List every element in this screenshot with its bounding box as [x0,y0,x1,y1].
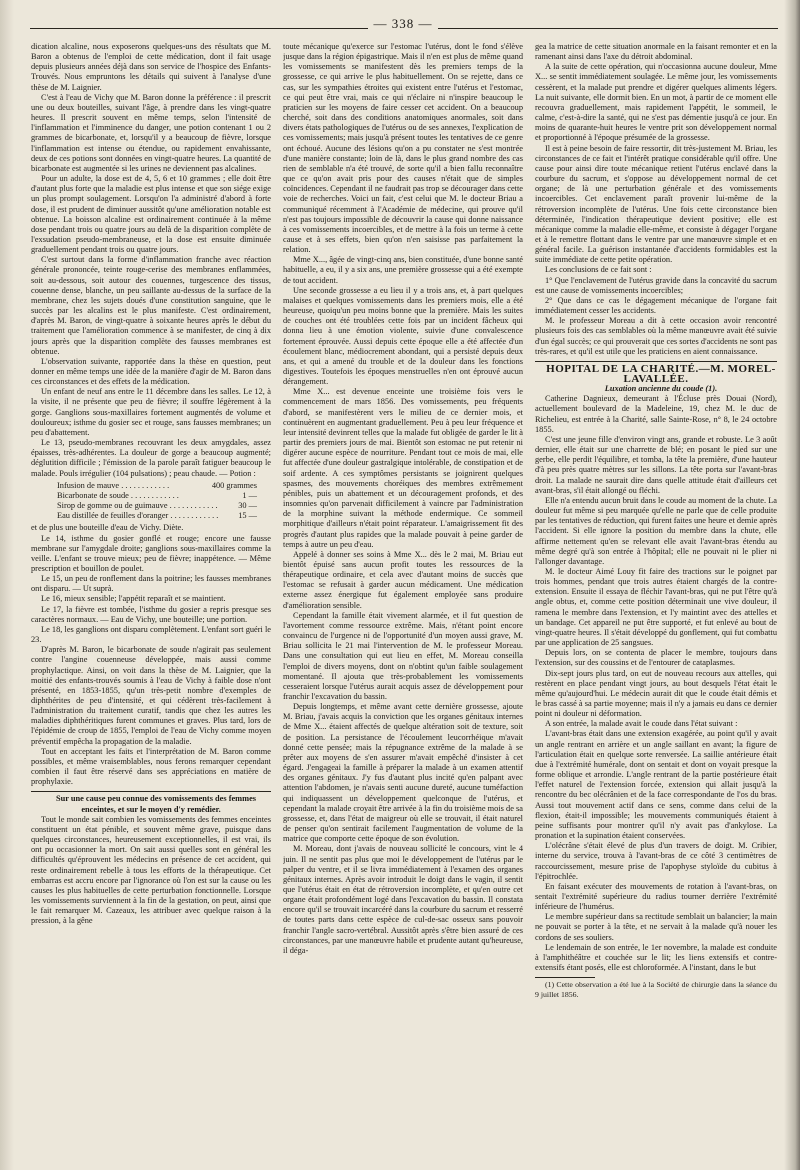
section-divider [535,361,777,362]
paragraph: En faisant exécuter des mouvements de rotation à l'avant-bras, on sentait l'extrémité supérieure du radius tourner derrière l'extrémité inférieure de l'humérus. [535,881,777,912]
page-number: — 338 — [368,16,438,32]
paragraph: Depuis lors, on se contenta de placer le membre, toujours dans l'extension, sur des coussins et de l'entourer de cataplasmes. [535,648,777,668]
paragraph: L'olécrâne s'était élevé de plus d'un travers de doigt. M. Cribier, interne du service, trouva à l'avant-bras de ce côté 3 centimètres de raccourcissement, mesure prise de l'apophyse styloïde du cubitus à l'épitrochlée. [535,841,777,881]
paragraph: Le 14, isthme du gosier gonflé et rouge; encore une fausse membrane sur l'amygdale droite; ganglions sous-maxillaires comme la veille. L'enfant se trouve mieux; peu de fièvre; inappétence. — Même prescription et bouillon de poulet. [31,533,271,573]
paragraph: Pour un adulte, la dose est de 4, 5, 6 et 10 grammes ; elle doit être d'autant plus forte que la maladie est plus intense et que son siége exige un plus prompt soulagement. Lorsqu'on l'a administré d'abord à forte dose, il est prudent de diminuer aussitôt qu'une amélioration notable est obtenue. La boisson alcaline est ordinairement continuée à la même dose pendant trois ou quatre jours au delà de la disparition complète de l'exsudation pseudo-membraneuse, et la dose est ensuite diminuée graduellement pendant trois ou quatre jours. [31,174,271,255]
page-binding-shadow [784,0,800,1170]
paragraph: Le membre supérieur dans sa rectitude semblait un balancier; la main ne pouvait se porter à la tête, et ne servait à la malade qu'à nouer les cordons de ses souliers. [535,912,777,942]
paragraph: Le 15, un peu de ronflement dans la poitrine; les fausses membranes ont disparu. — Ut suprà. [31,574,271,594]
paragraph: C'est une jeune fille d'environ vingt ans, grande et robuste. Le 3 août dernier, elle était sur une charrette de blé; en posant le pied sur une gerbe, elle perdit l'équilibre, et tomba, la tête la première, d'une hauteur d'à peu près quatre mètres sur les sillons. La tête porta sur l'avant-bras droit. La malade ne saurait dire dans quelle attitude était d'ailleurs cet avant-bras, s'il était allongé ou fléchi. [535,434,777,495]
paragraph: et de plus une bouteille d'eau de Vichy. Diète. [31,523,184,533]
paragraph: gea la matrice de cette situation anormale en la faisant remonter et en la ramenant ainsi dans l'axe du détroit abdominal. [535,42,777,62]
footnote-divider [535,977,595,978]
paragraph: M. Moreau, dont j'avais de nouveau sollicité le concours, vint le 4 juin. Il ne sentit pas plus que moi le développement de l'utérus par le palper du ventre, et il se livra immédiatement à l'examen des organes génitaux internes. Après avoir introduit le doigt dans le vagin, il sentit que l'utérus était en état de rétroversion incomplète, et qu'en outre cet organe était profondément logé dans l'excavation du bassin. Il constata encore qu'il se trouvait incarcéré dans la courbure du sacrum et resserré de toutes parts dans cette espèce de cul-de-sac osseux sans pouvoir franchir l'angle sacro-vertébral. Aussitôt après s'être bien assuré de ces circonstances, par une manœuvre habile et prudente autant qu'heureuse, il déga- [283,844,523,955]
paragraph: Depuis longtemps, et même avant cette dernière grossesse, ajoute M. Briau, j'avais acquis la conviction que les organes génitaux internes de Mme X... étaient affectés de quelque altération soit de texture, soit de position. La persistance de l'écoulement leucorrhéique m'avait donné cette pensée; mais la répugnance extrême de la malade à se prêter aux moyens de s'en assurer m'avait empêché d'insister à cet égard. J'engageai la famille à préparer la malade à un examen attentif des organes génitaux. J'y fus d'autant plus incité qu'en palpant avec attention l'abdomen, je n'avais senti aucune dureté, aucune tuméfaction qui indiquassent un développement quelconque de l'utérus, et cependant la malade croyait être arrivée à la fin du troisième mois de sa grossesse, et, dans l'état de maigreur où elle se trouvait, il était naturel de penser qu'on sentirait facilement l'augmentation de volume de la matrice que comporte cette époque de son évolution. [283,702,523,844]
prescription-item: Eau distillée de feuilles d'oranger . . . 15 — [57,511,257,521]
paragraph: A la suite de cette opération, qui n'occasionna aucune douleur, Mme X... se sentit immédiatement soulagée. Le même jour, les vomissements cessèrent, et la malade put prendre et digérer quelques aliments légers. La nuit suivante, elle dormit bien. En un mot, à partir de ce moment elle recouvra graduellement, mais rapidement l'appétit, le sommeil, le calme, c'est-à-dire la santé, qui ne s'est pas démentie jusqu'à ce jour. En moins de quarante-huit heures le ventre prit son développement normal et proportionné à l'époque présumée de la grossesse. [535,62,777,143]
prescription-item: Sirop de gomme ou de guimauve . . . 30 — [57,501,257,511]
paragraph: M. le professeur Moreau a dit à cette occasion avoir rencontré plusieurs fois des cas semblables où la même manœuvre avait été suivie d'un égal succès; ce qui prouverait que ces sortes d'accidents ne sont pas très-rares, et qu'il est utile que les praticiens en aient connaissance. [535,316,777,356]
prescription-item: Infusion de mauve . . . 400 grammes [57,481,257,491]
paragraph: Les conclusions de ce fait sont : [545,265,652,275]
section-title: Sur une cause peu connue des vomissements des femmes enceintes, et sur le moyen d'y remédier. [55,794,257,814]
paragraph: Un enfant de neuf ans entre le 11 décembre dans les salles. Le 12, à la visite, il ne présente que peu de fièvre; il souffre légèrement à la gorge. Ganglions sous-maxillaires fortement augmentés de volume et douloureux; isthme du gosier sec et rouge, sans fausses membranes; un peu d'abattement. [31,387,271,437]
page-left-edge [0,0,14,1170]
paragraph: Elle n'a entendu aucun bruit dans le coude au moment de la chute. La douleur fut même si peu marquée qu'elle ne parle que de celle produite par les tentatives de réduction, qui furent faites une heure et demie après l'accident. Si elle ignore la position du membre dans la chute, elle affirme nettement qu'en se relevant elle avait l'avant-bras étendu au même degré qu'à son entrée à l'hôpital; elle ne pouvait ni le plier ni l'allonger davantage. [535,495,777,566]
paragraph: Le 16, mieux sensible; l'appétit reparaît et se maintient. [41,594,226,604]
paragraph: D'après M. Baron, le bicarbonate de soude n'agirait pas seulement contre l'angine couenneuse développée, mais aussi comme prophylactique. Ainsi, on voit dans la thèse de M. Laignier, que la moitié des enfants-trouvés soumis à l'eau de Vichy à faible dose n'ont présenté, en 1853-1855, qu'un très-petit nombre d'exemples de diphthérites de peu d'intensité, et qui cédèrent très-facilement à l'administration du traitement curatif, tandis que chez les autres les maladies diphthéritiques furent communes et graves. Plus tard, lors de l'épidémie de croup de 1855, l'emploi de l'eau de Vichy comme moyen préventif empêcha la propagation de la maladie. [31,645,271,746]
section-divider [31,791,271,792]
right-column [535,42,777,1152]
paragraph: Catherine Dagnieux, demeurant à l'Écluse près Douai (Nord), actuellement boulevard de la Madeleine, 19, chez M. le duc de Richelieu, est entrée à la Charité, salle Sainte-Rose, n° 8, le 24 octobre 1855. [535,394,777,434]
paragraph: L'observation suivante, rapportée dans la thèse en question, peut donner en même temps une idée de la manière d'agir de M. Baron dans ces circonstances et des effets de la médication. [31,356,271,387]
paragraph: Le 13, pseudo-membranes recouvrant les deux amygdales, assez épaisses, très-adhérentes. La douleur de gorge a beaucoup augmenté; déglutition difficile ; l'émission de la parole paraît fatiguer beaucoup le malade. Pouls irrégulier (104 pulsations) ; peau chaude. — Potion : [31,438,271,478]
paragraph: Tout le monde sait combien les vomissements des femmes enceintes constituent un état pénible, et souvent même grave, puisque dans quelques circonstances, heureusement exceptionnelles, il est vrai, ils ont pu occasionner la mort. On sait aussi quelles sont en général les difficultés qu'éprouvent les médecins en présence de cet accident, qui reste ordinairement rebelle à tous les efforts de la thérapeutique. Cet embarras est accru encore par l'ignorance où l'on est sur la cause ou les causes les plus habituelles de cette perturbation fonctionnelle. Lorsque les vomissements surviennent à la fin de la gestation, on peut, ainsi que le fait remarquer M. Cazeaux, les attribuer avec quelque raison à la pression, à la gêne [31,814,271,926]
paragraph: Le 17, la fièvre est tombée, l'isthme du gosier a repris presque ses caractères normaux. — Eau de Vichy, une bouteille; une portion. [31,604,271,624]
paragraph: C'est surtout dans la forme d'inflammation franche avec réaction générale prononcée, teinte rouge-cerise des membranes enflammées, soit au-dessous, soit autour des couennes, turgescence des tissus, couenne dense, blanche, un peu saillante au-dessus de la surface de la membrane, chez les sujets doués d'une constitution sanguine, que le succès par les alcalins est le plus manifeste. C'est ordinairement, d'après M. Baron, de vingt-quatre à soixante heures après le début du traitement que l'amélioration commence à se manifester, de cinq à dix jours après que la disparition complète des fausses membranes est obtenue. [31,255,271,356]
case-subtitle: Luxation ancienne du coude (1). [604,384,718,394]
paragraph: toute mécanique qu'exerce sur l'estomac l'utérus, dont le fond s'élève jusque dans la région épigastrique. Mais il n'en est plus de même quand les vomissements se manifestent dès les premiers temps de la grossesse, ce qui arrive le plus habituellement. On se rejette, dans ce cas, sur les sympathies étroites qui existent entre l'utérus et l'estomac, ce qui peut être vrai, mais ce qui n'éclaire ni n'inspire beaucoup le praticien sur les moyens de faire cesser cet accident. On a beaucoup cherché, soit dans des conditions anatomiques anormales, soit dans divers états pathologiques de l'utérus ou de ses annexes, l'explication de ces vomissements; mais jusqu'à présent toutes les tentatives de ce genre ont échoué. Aucune des lésions qu'on a pu constater ne s'est montrée d'une manière constante; loin de là, dans le plus grand nombre des cas rien de semblable n'a été trouvé, de sorte qu'il a bien fallu reconnaître que ce qu'on avait pris pour des causes n'était que de simples coïncidences. Cependant il ne faudrait pas trop se décourager dans cette voie de recherches. Voici un fait, c'est celui que M. le docteur Briau a communiqué récemment à l'Académie de médecine, qui prouve qu'il n'est pas toujours impossible de découvrir la cause qui donne naissance à ces vomissements incoercibles, et de mettre à la fois un terme à cette cause et à ses effets, bien qu'on n'en saisisse pas parfaitement la relation. [283,42,523,255]
paragraph: Le lendemain de son entrée, le 1er novembre, la malade est conduite à l'amphithéâtre et couchée sur le lit; les liens extensifs et contre-extensifs étant posés, elle est chloroformée. A l'instant, dans le but [535,942,777,973]
prescription-item: Bicarbonate de soude . . . 1 — [57,491,257,501]
paragraph: Cependant la famille était vivement alarmée, et il fut question de l'avortement comme ressource extrême. Mais, n'étant point encore convaincu de l'urgence ni de l'opportunité d'un moyen aussi grave, M. Briau sollicita le 21 mai l'intervention de M. le professeur Moreau. Dans une consultation qui eut lieu en effet, M. Moreau conseilla l'emploi de divers moyens, dont on n'obtint qu'un faible soulagement momentané. Il ajouta que très-probablement les vomissements cesseraient lorsque l'utérus aurait acquis assez de développement pour franchir l'excavation du bassin. [283,610,523,701]
prescription-list [57,481,271,522]
paragraph: Le 18, les ganglions ont disparu complètement. L'enfant sort guéri le 23. [31,624,271,645]
paragraph: Mme X... est devenue enceinte une troisième fois vers le commencement de mars 1856. Des vomissements, peu fréquents d'abord, se manifestèrent vers le milieu de ce dernier mois, et continuèrent en augmentant graduellement. Peu à peu leur fréquence et leur intensité devinrent telles que la malade fut obligée de garder le lit à partir des premiers jours de mai. Bientôt son estomac ne put retenir ni digérer aucune espèce de nourriture. Pendant tout ce mois de mai, elle fut affectée d'une douleur gastralgique intolérable, de constipation et de soif ardente. A ces symptômes persistants se joignirent quelques spasmes, des mouvements choréiques des membres extrêmement pénibles, puis un abattement et un découragement profonds, et des insomnies qu'on parvenait difficilement à vaincre par l'administration de la morphine suivant la méthode endermique. Ce sommeil morphitique d'ailleurs n'était point réparateur. L'amaigrissement fit des progrès d'autant plus rapides que la malade pouvait à peine garder de temps à autre un peu d'eau. [283,387,523,549]
paragraph: Mme X..., âgée de vingt-cinq ans, bien constituée, d'une bonne santé habituelle, a eu, il y a six ans, une première grossesse qui a été exempte de tout accident. [283,255,523,285]
paragraph: M. le docteur Aimé Louy fit faire des tractions sur le poignet par trois hommes, pendant que trois autres étaient chargés de la contre-extension. Ensuite il essaya de fléchir l'avant-bras, qui ne put l'être qu'à angle obtus, et, comme cette position déterminait une vive douleur, il ramena le membre dans l'extension, et l'y maintint avec des attelles et un bandage. Cet appareil ne put être supporté, et fut enlevé au bout de vingt-quatre heures. Il s'était développé du gonflement, qui fut combattu par une application de 25 sangsues. [535,566,777,648]
hospital-heading: HOPITAL DE LA CHARITÉ.—M. MOREL-LAVALLÉE. [546,362,776,385]
paragraph: Appelé à donner ses soins à Mme X... dès le 2 mai, M. Briau eut bientôt épuisé sans aucun profit toutes les ressources de la thérapeutique ordinaire, et cela avec d'autant moins de succès que l'estomac se refusait à garder aucun médicament. Une médication externe assez énergique fut également employée sans produire d'amélioration sensible. [283,549,523,610]
left-column [31,42,271,1152]
paragraph: C'est à l'eau de Vichy que M. Baron donne la préférence : il prescrit une ou deux bouteilles, suivant l'âge, à prendre dans les vingt-quatre heures. Il prescrit souvent en même temps, selon l'intensité de l'inflammation et l'imminence du danger, une potion contenant 1 ou 2 grammes de bicarbonate, et, lorsqu'il y a beaucoup de fièvre, lorsque l'inflammation est intense ou étendue, ou rapidement envahissante, deux de ces potions sont données en vingt-quatre heures. La quantité de bicarbonate est augmentée si les urines ne deviennent pas alcalines. [31,92,271,173]
paragraph: 2° Que dans ce cas le dégagement mécanique de l'organe fait immédiatement cesser les accidents. [535,295,777,316]
paragraph: A son entrée, la malade avait le coude dans l'état suivant : [545,719,738,729]
paragraph: Dix-sept jours plus tard, on eut de nouveau recours aux attelles, qui restèrent en place pendant vingt jours, au bout desquels l'état était le même qu'aujourd'hui. Le médecin aurait dit que le coude était démis et le bras cassé à sa partie moyenne; mais il n'y a jamais eu dans ce dernier point ni douleur ni déformation. [535,668,777,719]
footnote: (1) Cette observation a été lue à la Société de chirurgie dans la séance du 9 juillet 1856. [535,980,777,999]
middle-column [283,42,523,1152]
paragraph: Une seconde grossesse a eu lieu il y a trois ans, et, à part quelques malaises et quelques vomissements dans les premiers mois, elle a été heureuse, quoiqu'un peu moins bonne que la première. Mais les suites de couches ont été troublées cette fois par un incident fâcheux qui donna lieu à une émotion violente, suivie d'une convalescence fortement éprouvée. Aussi depuis cette époque elle a été affectée d'un écoulement blanc, médiocrement abondant, qui a persisté depuis deux ans, et qui a amené du trouble et de la douleur dans les fonctions digestives. Toutefois les époques menstruelles n'en ont éprouvé aucun dérangement. [283,285,523,387]
paragraph: 1° Que l'enclavement de l'utérus gravide dans la concavité du sacrum est une cause de vomissements incoercibles; [535,275,777,295]
paragraph: L'avant-bras était dans une extension exagérée, au point qu'il y avait un angle rentrant en arrière et un angle saillant en avant; la figure de l'articulation était en quelque sorte renversée. La saillie antérieure était due à l'extrémité humérale, dont on sentait et dont on voyait presque la forme oblique et arrondie. L'angle rentrant de la partie postérieure était l'effet naturel de l'extension forcée, extension qui allait jusqu'à la rencontre du bec olécrânien et de la face correspondante de l'os du bras. Aussi tout mouvement actif dans ce sens, comme dans celui de la flexion, était-il impossible; les mouvements communiqués étaient à peine suffisants pour montrer qu'il n'y avait pas d'ankylose. La pronation et la supination étaient conservées. [535,729,777,841]
paragraph: dication alcaline, nous exposerons quelques-uns des résultats que M. Baron a obtenus de l'emploi de cette médication, dont il fait usage depuis plusieurs années déjà dans son service de l'hospice des Enfants-Trouvés. Nous empruntons les détails qui suivent à l'analyse d'une thèse de M. Laignier. [31,42,271,92]
paragraph: Tout en acceptant les faits et l'interprétation de M. Baron comme possibles, et même vraisemblables, nous ferons remarquer cependant combien il faut être réservé dans ses appréciations en matière de prophylaxie. [31,746,271,787]
paragraph: Il est à peine besoin de faire ressortir, dit très-justement M. Briau, les circonstances de ce fait et l'intérêt pratique considérable qu'il offre. Une cause pour ainsi dire toute mécanique retient l'utérus enclavé dans la courbure du sacrum, et s'oppose au développement normal de cet organe; de là une perturbation générale et des vomissements incoercibles. Cet enclavement paraît provenir lui-même de la rétroversion incomplète de l'utérus. Une fois cette circonstance bien déterminée, l'indication thérapeutique devient positive; elle est mécanique comme la maladie elle-même, et consiste à dégager l'organe et à le remettre flottant dans le ventre par une manœuvre simple et en général facile. La guérison instantanée d'accidents formidables est la suite immédiate de cette petite opération. [535,143,777,265]
